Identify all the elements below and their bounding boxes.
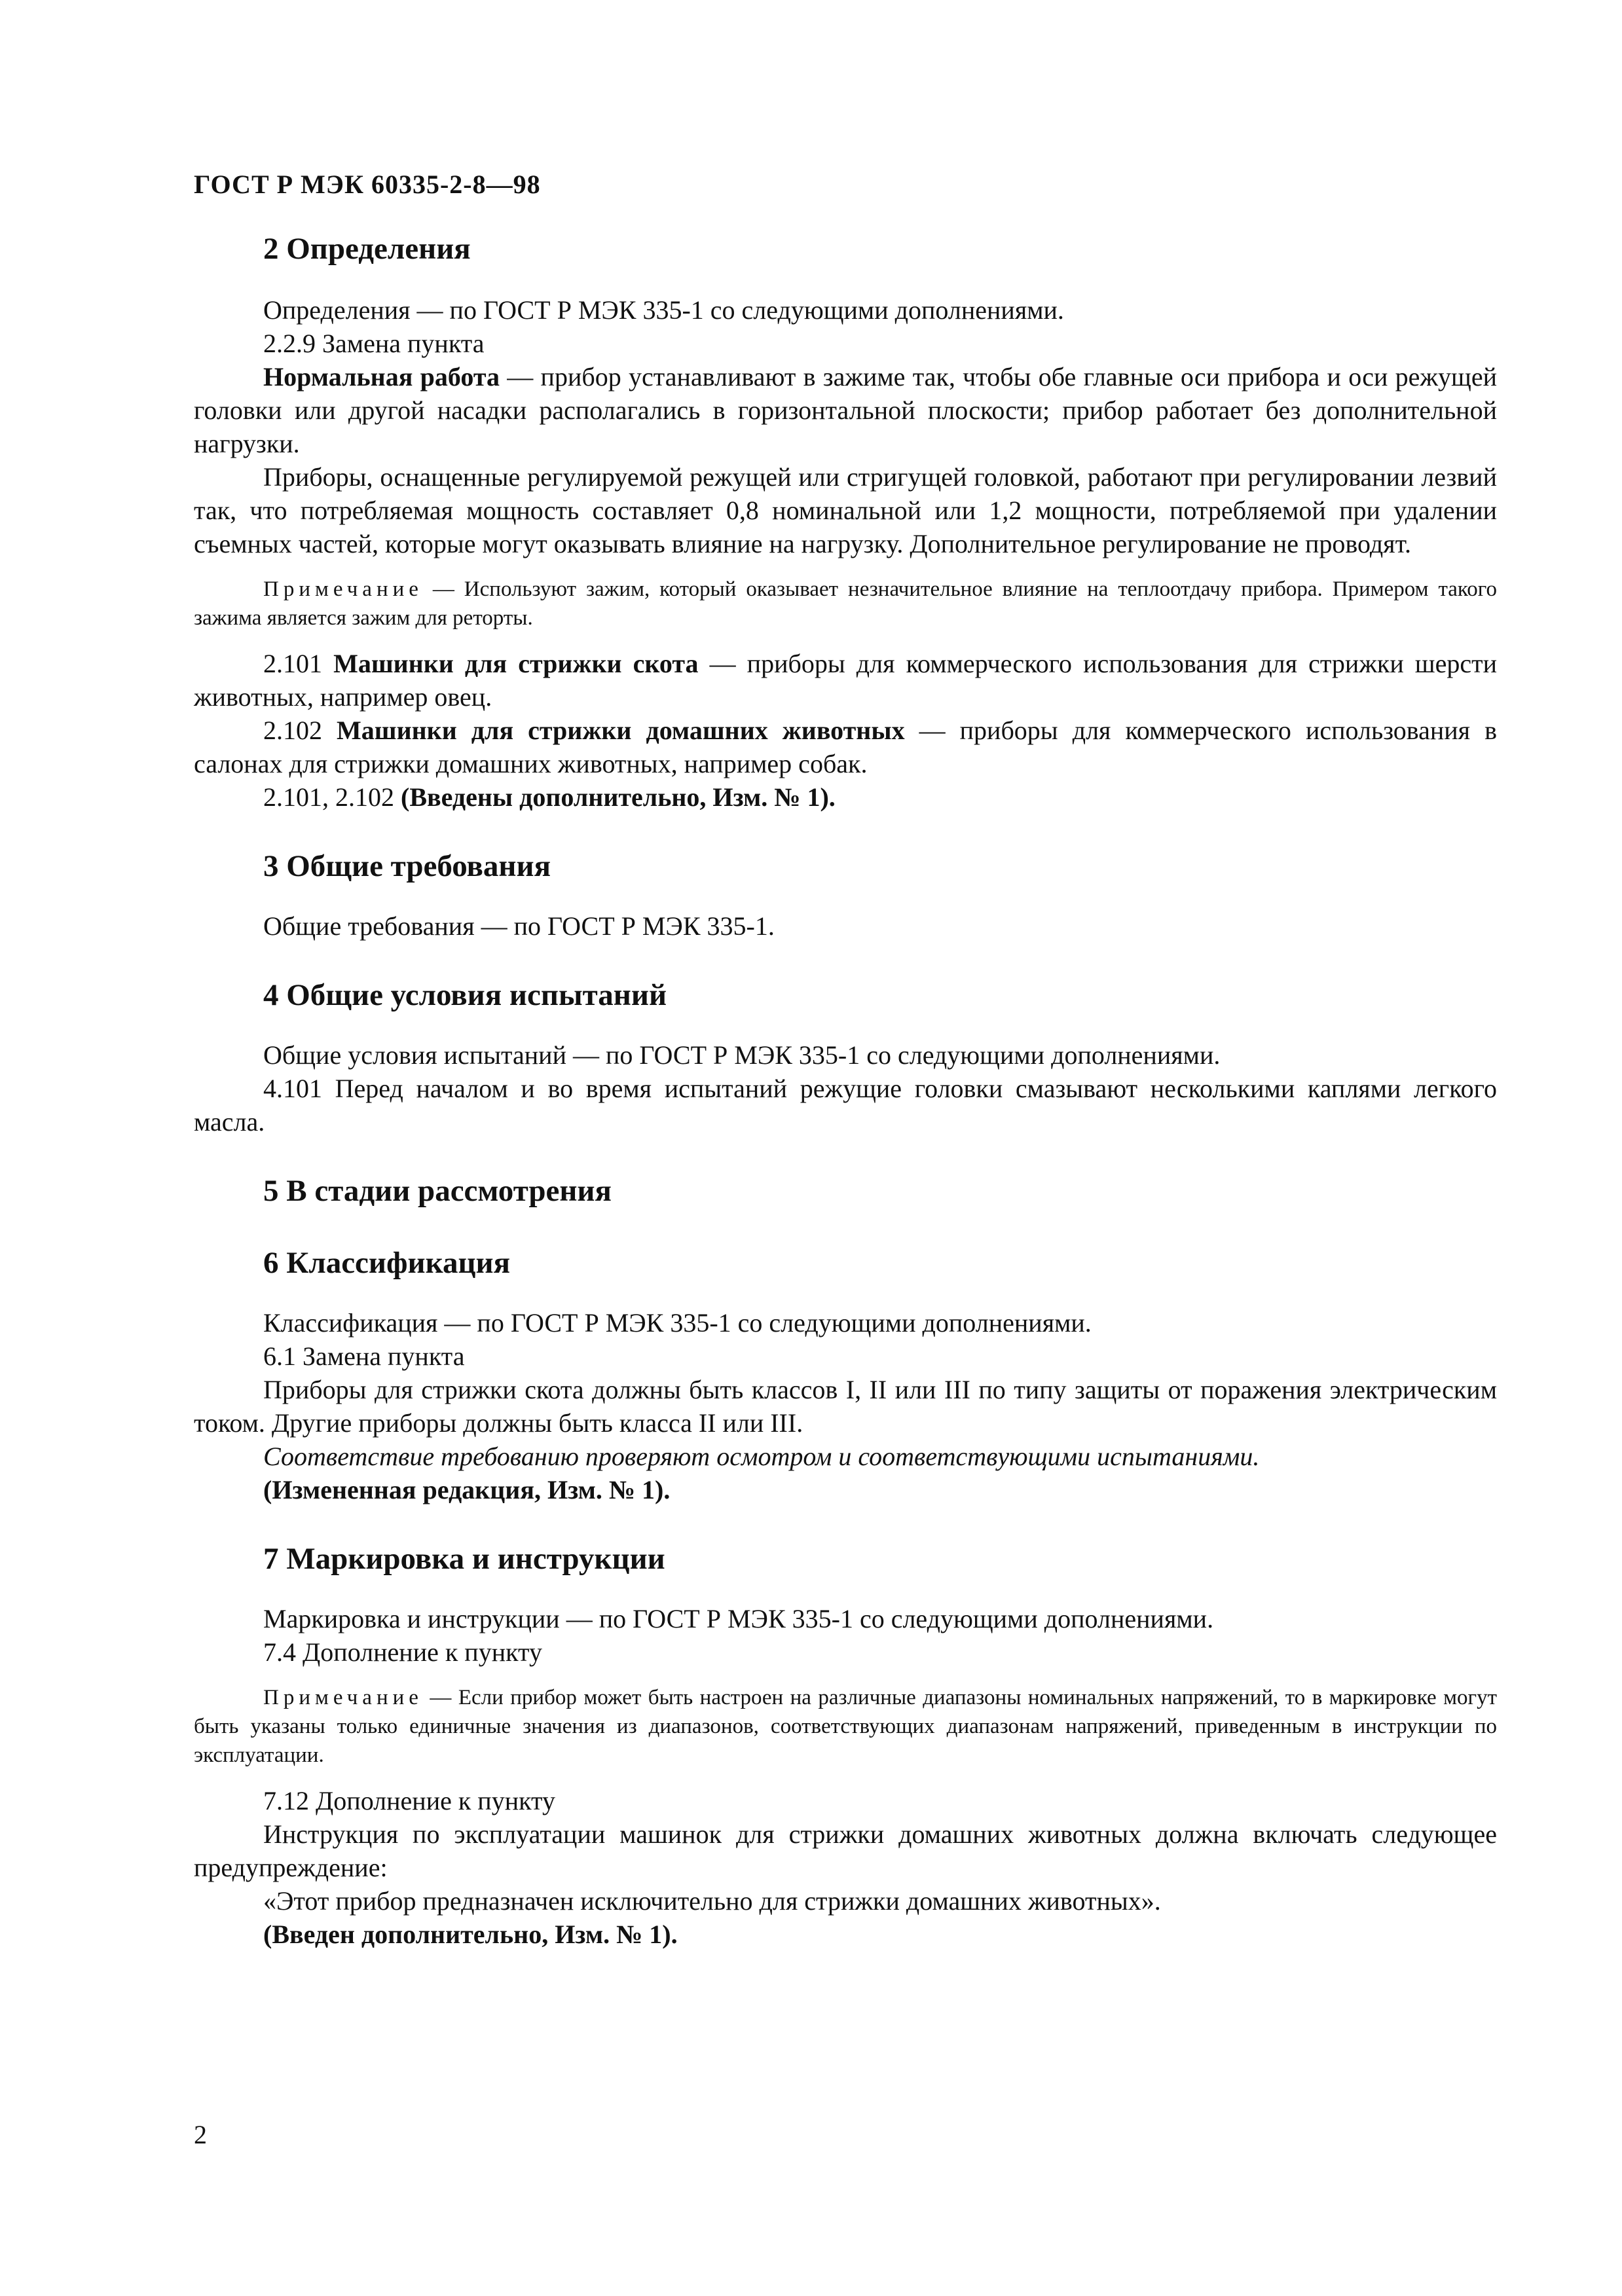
document-body xyxy=(194,229,1497,1951)
clause-4-101: 4.101 Перед началом и во время испытаний режущие головки смазывают несколькими каплями легкого масла. xyxy=(194,1074,1497,1137)
clause-7-12-heading: 7.12 Дополнение к пункту xyxy=(263,1786,555,1815)
amendment-clauses: 2.101, 2.102 xyxy=(263,782,401,812)
section-6-title: 6 Классификация xyxy=(263,1246,511,1280)
warning-text: «Этот прибор предназначен исключительно для стрижки домашних животных». xyxy=(263,1886,1161,1916)
section-3-text: Общие требования — по ГОСТ Р МЭК 335-1. xyxy=(263,911,775,941)
clause-2-2-9-heading: 2.2.9 Замена пункта xyxy=(263,329,485,358)
term-normal-operation: Нормальная работа xyxy=(263,362,500,392)
clause-2-101-text: — приборы для коммерческого использования для стрижки шерсти животных, например овец. xyxy=(194,649,1497,712)
clause-6-1-text: Приборы для стрижки скота должны быть классов I, II или III по типу защиты от поражения электрическим током. Другие приборы должны быть класса II или III. xyxy=(194,1375,1497,1438)
clause-2-102 xyxy=(194,714,1497,780)
term-pet-clippers: Машинки для стрижки домашних животных xyxy=(337,716,905,745)
page-number: 2 xyxy=(194,2120,207,2149)
amendment-note-6: (Измененная редакция, Изм. № 1). xyxy=(263,1475,671,1504)
clause-7-4-heading: 7.4 Дополнение к пункту xyxy=(263,1637,542,1667)
normal-operation-definition xyxy=(194,360,1497,460)
section-7-title: 7 Маркировка и инструкции xyxy=(263,1542,665,1576)
note-label: Примечание xyxy=(263,1686,423,1709)
note-text: — Используют зажим, который оказывает незначительное влияние на теплоотдачу прибора. Примером такого зажима является зажим для реторты. xyxy=(194,577,1497,630)
section-2-title: 2 Определения xyxy=(263,232,471,266)
section-3-title: 3 Общие требования xyxy=(263,849,551,883)
section-4-title: 4 Общие условия испытаний xyxy=(263,978,667,1012)
section-2-intro: Определения — по ГОСТ Р МЭК 335-1 со следующими дополнениями. xyxy=(263,295,1064,325)
section-7-note xyxy=(194,1683,1497,1770)
adjustable-head-paragraph: Приборы, оснащенные регулируемой режущей или стригущей головкой, работают при регулировании лезвий так, что потребляемая мощность составляет 0,8 номинальной или 1,2 мощности, потребляемой при удалении съемных частей, которые могут оказывать влияние на нагрузку. Дополнительное регулирование не проводят. xyxy=(194,462,1497,558)
section-2-note xyxy=(194,575,1497,632)
section-7-intro: Маркировка и инструкции — по ГОСТ Р МЭК 335-1 со следующими дополнениями. xyxy=(263,1604,1214,1633)
clause-2-101-number: 2.101 xyxy=(263,649,334,678)
note-label: Примечание xyxy=(263,577,423,601)
clause-2-101 xyxy=(194,647,1497,714)
document-header: ГОСТ Р МЭК 60335-2-8—98 xyxy=(194,170,541,199)
amendment-note-2 xyxy=(194,780,1497,814)
clause-6-1-heading: 6.1 Замена пункта xyxy=(263,1341,465,1371)
section-4-intro: Общие условия испытаний — по ГОСТ Р МЭК 335-1 со следующими дополнениями. xyxy=(263,1040,1221,1070)
normal-operation-text: — прибор устанавливают в зажиме так, чтобы обе главные оси прибора и оси режущей головки или другой насадки располагались в горизонтальной плоскости; прибор работает без дополнительной нагрузки. xyxy=(194,362,1498,458)
note-text: — Если прибор может быть настроен на различные диапазоны номинальных напряжений, то в маркировке могут быть указаны только единичные значения из диапазонов, соответствующих диапазонам напряжений, приведенным в инструкции по эксплуатации. xyxy=(194,1686,1497,1767)
section-5-title: 5 В стадии рассмотрения xyxy=(263,1174,612,1208)
clause-7-12-text: Инструкция по эксплуатации машинок для стрижки домашних животных должна включать следующее предупреждение: xyxy=(194,1819,1497,1882)
compliance-check: Соответствие требованию проверяют осмотром и соответствующими испытаниями. xyxy=(263,1442,1260,1471)
clause-2-102-number: 2.102 xyxy=(263,716,337,745)
amendment-note-7: (Введен дополнительно, Изм. № 1). xyxy=(263,1920,678,1949)
section-6-intro: Классификация — по ГОСТ Р МЭК 335-1 со следующими дополнениями. xyxy=(263,1308,1092,1338)
clause-2-102-text: — приборы для коммерческого использования в салонах для стрижки домашних животных, например собак. xyxy=(194,716,1498,778)
amendment-text: (Введены дополнительно, Изм. № 1). xyxy=(401,782,836,812)
term-livestock-clippers: Машинки для стрижки скота xyxy=(333,649,699,678)
